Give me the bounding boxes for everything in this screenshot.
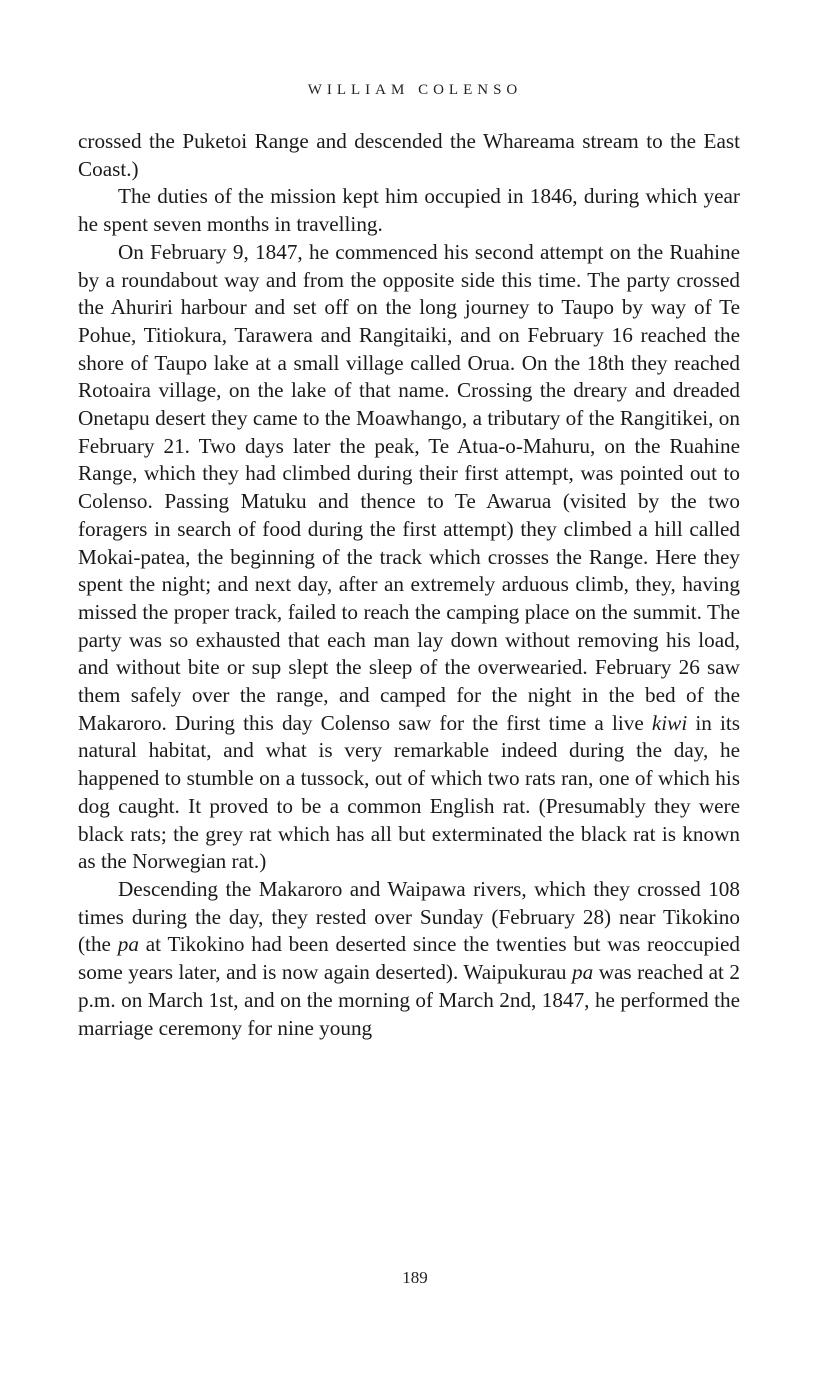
paragraph: [78, 183, 740, 238]
text-run: at Tikokino had been deserted since the twenties but was reoccupied some years later, and is now again deserted). Waipukurau: [78, 932, 740, 985]
italic-term: pa: [117, 932, 139, 957]
paragraph: [78, 128, 740, 183]
italic-term: kiwi: [651, 710, 688, 735]
paragraph: [78, 876, 740, 1042]
page-number: 189: [402, 1268, 428, 1287]
running-head: WILLIAM COLENSO: [307, 82, 523, 98]
text-run: On February 9, 1847, he commenced his second attempt on the Ruahine by a roundabout way and from the opposite side this time. The party crossed the Ahuriri harbour and set off on the long journey to Taupo by way of Te Pohue, Titiokura, Tarawera and Rangitaiki, and on February 16 reached the shore of Taupo lake at a small village called Orua. On the 18th they reached Rotoaira village, on the lake of that name. Crossing the dreary and dreaded Onetapu desert they came to the Moawhango, a tributary of the Rangitikei, on February 21. Two days later the peak, Te Atua-o-Mahuru, on the Ruahine Range, which they had climbed during their first attempt, was pointed out to Colenso. Passing Matuku and thence to Te Awarua (visited by the two foragers in search of food during the first attempt) they climbed a hill called Mokai-patea, the beginning of the track which crosses the Range. Here they spent the night; and next day, after an extremely arduous climb, they, having missed the proper track, failed to reach the camping place on the summit. The party was so exhausted that each man lay down without removing his load, and without bite or sup slept the sleep of the overwearied. February 26 saw them safely over the range, and camped for the night in the bed of the Makaroro. During this day Colenso saw for the first time a live: [78, 239, 740, 735]
body-text: [78, 128, 740, 1042]
text-run: crossed the Puketoi Range and descended the Whareama stream to the East Coast.): [78, 129, 740, 181]
text-run: Descending the Makaroro and Waipawa rivers, which they crossed 108 times during the day, they rested over Sunday (February 28) near Tikokino (the: [78, 876, 740, 957]
paragraph: [78, 239, 740, 876]
text-run: The duties of the mission kept him occupied in 1846, during which year he spent seven months in travelling.: [78, 184, 740, 237]
text-run: in its natural habitat, and what is very remarkable indeed during the day, he happened to stumble on a tussock, out of which two rats ran, one of which his dog caught. It proved to be a common English rat. (Presumably they were black rats; the grey rat which has all but exterminated the black rat is known as the Norwegian rat.): [78, 710, 741, 874]
italic-term: pa: [571, 960, 594, 985]
text-run: was reached at 2 p.m. on March 1st, and on the morning of March 2nd, 1847, he performed the marriage ceremony for nine young: [78, 960, 740, 1040]
